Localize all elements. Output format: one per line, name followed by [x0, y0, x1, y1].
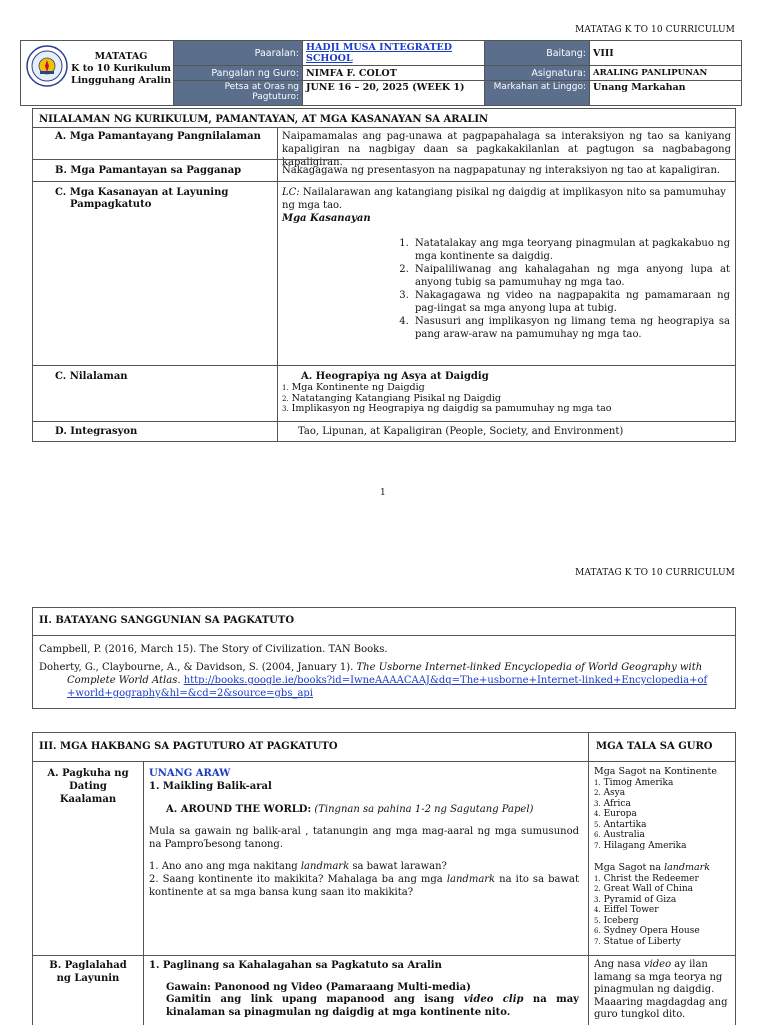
lc-prefix: LC:	[282, 187, 300, 198]
notes-item: 4. Eiffel Tower	[594, 905, 659, 915]
section-hakbang	[32, 732, 736, 1025]
petsa-value: JUNE 16 – 20, 2025 (WEEK 1)	[303, 81, 485, 106]
notes-item: 7. Statue of Liberty	[594, 936, 681, 947]
kasanayan-item: 2. Naipaliliwanag ang kahalagahan ng mga anyong lupa at anyong tubig sa pamumuhay ng mga tao.	[399, 264, 730, 288]
notes-item: 3. Africa	[594, 798, 631, 809]
row-a-label: A. Mga Pamantayang Pangnilalaman	[55, 131, 261, 142]
paaralan-value	[303, 41, 485, 66]
ref-campbell: Campbell, P. (2016, March 15). The Story of Civilization. TAN Books.	[39, 644, 388, 655]
notes-item: 2. Great Wall of China	[594, 884, 694, 894]
kasanayan-heading: Mga Kasanayan	[282, 213, 371, 224]
kasanayan-item: 3. Nakagagawa ng video na nagpapakita ng pamamaraan ng pag-iingat sa mga anyong lupa at tubig.	[399, 290, 730, 314]
step-a-paragraph: Mula sa gawain ng balik-aral , tatanungin ang mga mag-aaral ng mga sumusunod na PamproЪesong tanong.	[149, 826, 579, 850]
header-table	[20, 40, 742, 106]
row-c-lc	[282, 186, 731, 212]
step-b-label: B. Paglalahad ng Layunin	[49, 960, 127, 984]
section-curriculum	[32, 108, 736, 442]
baitang-label: Baitang:	[485, 41, 590, 66]
notes-kontinente	[594, 767, 732, 851]
notes-item: 7. Hilagang Amerika	[594, 840, 687, 851]
header-left-cell	[21, 41, 174, 106]
notes-item: 1. Christ the Redeemer	[594, 873, 699, 884]
school-link[interactable]: HADJI MUSA INTEGRATED SCHOOL	[306, 42, 453, 64]
around-the-world: A. AROUND THE WORLD: (Tingnan sa pahina 1-2 ng Sagutang Papel)	[166, 804, 534, 815]
row-pagganap	[33, 159, 735, 182]
notes-title: MGA TALA SA GURO	[596, 741, 713, 752]
header-title-line-3: Lingguhang Aralin	[71, 75, 171, 86]
notes-item: 4. Europa	[594, 809, 637, 819]
nilalaman-list	[282, 383, 612, 415]
guro-label: Pangalan ng Guro:	[174, 66, 303, 81]
curriculum-label: MATATAG K TO 10 CURRICULUM	[575, 25, 735, 35]
row-d-label: D. Integrasyon	[55, 426, 138, 437]
header-title-line-1: MATATAG	[94, 51, 148, 62]
header-title-line-2: K to 10 Kurikulum	[71, 63, 171, 74]
kasanayan-item: 1. Natatalakay ang mga teoryang pinagmulan at pagkakabuo ng mga kontinente sa daigdig.	[399, 238, 730, 262]
notes-item: 3. Pyramid of Giza	[594, 894, 677, 905]
row-b-label: B. Mga Pamantayan sa Pagganap	[55, 165, 242, 176]
nilalaman-heading: A. Heograpiya ng Asya at Daigdig	[301, 371, 489, 382]
header-left-title	[71, 51, 171, 87]
page-number: 1	[380, 488, 386, 498]
row-b-text: Nakagagawa ng presentasyon na nagpapatunay ng interaksiyon ng tao at kapaligiran.	[282, 165, 721, 176]
notes-item: 6. Australia	[594, 830, 645, 840]
notes-item: 2. Asya	[594, 788, 626, 798]
section2-title: II. BATAYANG SANGGUNIAN SA PAGKATUTO	[39, 615, 295, 626]
paaralan-label: Paaralan:	[174, 41, 303, 66]
row-nilalaman	[33, 365, 735, 422]
ref-doherty: Doherty, G., Claybourne, A., & Davidson, S. (2004, January 1). The Usborne Internet-linked Encyclopedia of World Geography with Complete World Atlas. http://books.google.ie/books?id=IwneAAAACAAJ&dq=The+usborne+Internet-linked+Encyclopedia+of+world+gography&hl=&cd=2&source=gbs_api	[39, 662, 708, 699]
row-c-label-1: C. Mga Kasanayan at Layuning	[55, 187, 229, 198]
row-c-label-2: Pampagkatuto	[70, 199, 152, 210]
notes-landmark-title: Mga Sagot na landmark	[594, 862, 710, 873]
notes-item: 1. Timog Amerika	[594, 777, 674, 788]
curriculum-label-2: MATATAG K TO 10 CURRICULUM	[575, 568, 735, 578]
nilalaman-item: 2. Natatanging Katangiang Pisikal ng Daigdig	[282, 392, 501, 404]
row-kasanayan	[33, 181, 735, 366]
notes-kontinente-title: Mga Sagot na Kontinente	[594, 766, 717, 777]
row-integrasyon	[33, 421, 735, 442]
section1-title: NILALAMAN NG KURIKULUM, PAMANTAYAN, AT MGA KASANAYAN SA ARALIN	[39, 114, 489, 125]
row-pangnilalaman	[33, 127, 735, 168]
question-2: 2. Saang kontinente ito makikita? Mahalaga ba ang mga landmark na ito sa bawat kontinente at sa mga bansa kung saan ito makikita?	[149, 874, 579, 898]
nilalaman-item: 1. Mga Kontinente ng Daigdig	[282, 382, 425, 393]
question-1: 1. Ano ano ang mga nakitang landmark sa bawat larawan?	[149, 861, 447, 872]
notes-item: 5. Iceberg	[594, 915, 639, 926]
row-a-text: Naipamamalas ang pag-unawa at pagpapahalaga sa interaksiyon ng tao sa kaniyang kapaligiran na nagbigay daan sa pagkakakilanlan at pagtugon sa nagbabagong kapaligiran.	[282, 131, 731, 168]
ref-link[interactable]: http://books.google.ie/books?id=IwneAAAACAAJ&dq=The+usborne+Internet-linked+Encyclopedia+of+world+gography&hl=&cd=2&source=gbs_api	[67, 675, 708, 699]
maikling-balik-aral: 1. Maikling Balik-aral	[149, 781, 272, 792]
step-b-heading: 1. Paglinang sa Kahalagahan sa Pagkatuto sa Aralin	[149, 960, 442, 971]
asignatura-value: ARALING PANLIPUNAN	[590, 66, 742, 81]
deped-seal-icon	[26, 45, 68, 87]
step-b-gawain: Gawain: Panonood ng Video (Pamaraang Multi-media)	[166, 982, 471, 993]
notes-landmarks	[594, 863, 732, 947]
baitang-value: VIII	[590, 41, 742, 66]
markahan-label: Markahan at Linggo:	[485, 81, 590, 106]
kasanayan-list	[393, 237, 730, 341]
step-b-text: Gamitin ang link upang mapanood ang isang video clip na may kinalaman sa pinagmulan ng daigdig at mga kontinente nito.	[166, 994, 579, 1018]
markahan-value: Unang Markahan	[590, 81, 742, 106]
nilalaman-item: 3. Implikasyon ng Heograpiya ng daigdig sa pamumuhay ng mga tao	[282, 403, 612, 414]
unang-araw: UNANG ARAW	[149, 768, 231, 779]
step-a-label: A. Pagkuha ng Dating Kaalaman	[47, 768, 129, 805]
notes-item: 6. Sydney Opera House	[594, 926, 700, 936]
notes-item: 5. Antartika	[594, 819, 647, 830]
row-d-text: Tao, Lipunan, at Kapaligiran (People, Society, and Environment)	[298, 426, 624, 437]
section-sanggunian	[32, 607, 736, 709]
guro-value: NIMFA F. COLOT	[303, 66, 485, 81]
section3-title: III. MGA HAKBANG SA PAGTUTURO AT PAGKATUTO	[39, 741, 338, 752]
kasanayan-item: 4. Nasusuri ang implikasyon ng limang tema ng heograpiya sa pang araw-araw na pamumuhay ng mga tao.	[399, 316, 730, 340]
step-b-note: Ang nasa video ay ilan lamang sa mga teorya ng pinagmulan ng daigdig. Maaaring magdagdag ang guro tungkol dito.	[594, 959, 728, 1020]
petsa-label: Petsa at Oras ng Pagtuturo:	[174, 81, 303, 106]
row-cn-label: C. Nilalaman	[55, 371, 128, 382]
lc-text: Nailalarawan ang katangiang pisikal ng daigdig at implikasyon nito sa pamumuhay ng mga tao.	[282, 187, 726, 211]
asignatura-label: Asignatura:	[485, 66, 590, 81]
